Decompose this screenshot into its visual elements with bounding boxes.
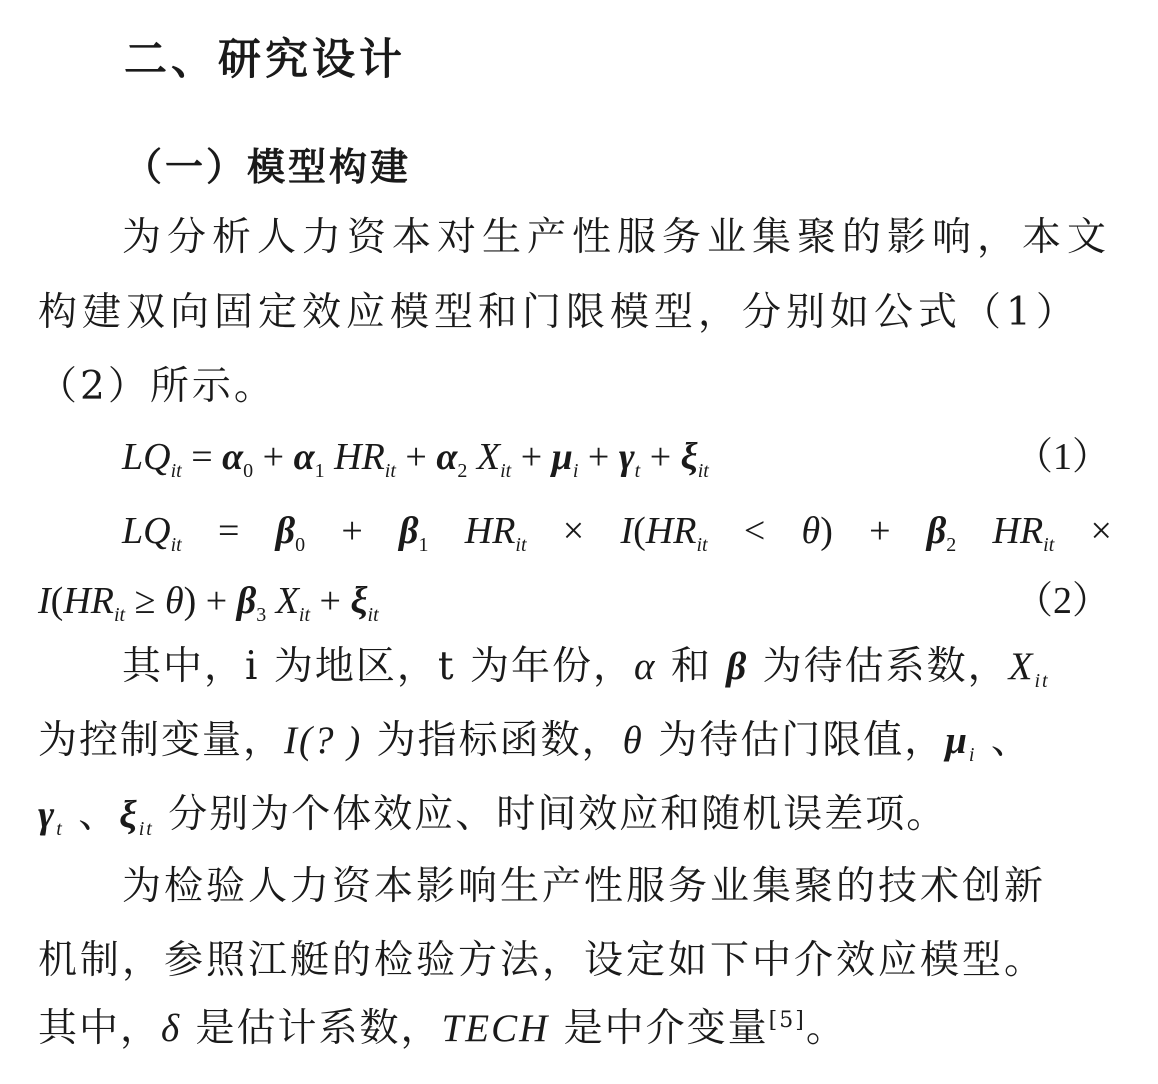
p2-l2-c: 为待估门限值， (643, 718, 946, 763)
paragraph-1-line-2: 构建双向固定效应模型和门限模型，分别如公式（1） (38, 290, 1080, 335)
p2-l1-c: 为待估系数， (748, 644, 1009, 689)
p2-l1-a: 其中，i 为地区，t 为年份， (122, 644, 634, 689)
equation-2-line-1: $LQ_{it}$ = $\beta_0$ + $\beta_1$ $HR_{it}$ × $I(HR_{it}$ < θ) + $\beta_2$ $HR_{it}$ × (122, 510, 1112, 556)
paragraph-3-line-2: 机制，参照江艇的检验方法，设定如下中介效应模型。 (38, 938, 1047, 983)
citation: [5] (768, 1008, 806, 1033)
p2-l2-a: 为控制变量， (38, 718, 285, 763)
paragraph-2-line-3: $\gamma_t$ 、$\xi_{it}$ 分别为个体效应、时间效应和随机误差项。 (38, 792, 948, 840)
paragraph-1-line-3: （2）所示。 (38, 364, 276, 409)
equation-1: $LQ_{it} = \alpha_0 + \alpha_1$ $HR_{it} + \alpha_2$ $X_{it} + \mu_i + \gamma_t + \xi_{it}$ (122, 436, 709, 482)
p3-l3-b: 是估计系数， (181, 1006, 442, 1051)
section-heading: 二、研究设计 (124, 35, 406, 85)
p3-l3-end: 。 (805, 1006, 847, 1051)
p2-l3-b: 分别为个体效应、时间效应和随机误差项。 (153, 792, 948, 837)
equation-2-number: （2） (1014, 580, 1110, 622)
tech-symbol: TECH (441, 1007, 550, 1050)
subsection-heading: （一）模型构建 (124, 145, 412, 189)
delta-symbol: δ (161, 1007, 182, 1050)
paragraph-1-line-1-text: 为分析人力资本对生产性服务业集聚的影响，本文 (122, 215, 1113, 260)
p3-l3-c: 是中介变量 (549, 1006, 769, 1051)
equation-1-number: （1） (1014, 436, 1110, 478)
paragraph-3-line-1: 为检验人力资本影响生产性服务业集聚的技术创新 (122, 864, 1047, 909)
equation-2-line-2: $I(HR_{it} \ge \theta) + \beta_3$ $X_{it} + \xi_{it}$ (38, 580, 379, 626)
paragraph-1-line-1 (122, 213, 1118, 263)
p2-l2-b: 为指标函数， (362, 718, 623, 763)
paragraph-2-line-2: 为控制变量，I(? ) 为指标函数，θ 为待估门限值，$\mu_i$ 、 (38, 718, 1032, 766)
paragraph-2-line-1: 其中，i 为地区，t 为年份，α 和 β 为待估系数，$X_{it}$ (122, 644, 1050, 692)
p2-l1-b: 和 (656, 644, 727, 689)
p3-l3-a: 其中， (38, 1006, 162, 1051)
indicator-function: I(? ) (284, 719, 363, 762)
p2-l3-a: 、 (63, 792, 120, 837)
paragraph-3-line-3 (38, 1004, 1118, 1054)
p2-l2-d: 、 (976, 718, 1032, 763)
